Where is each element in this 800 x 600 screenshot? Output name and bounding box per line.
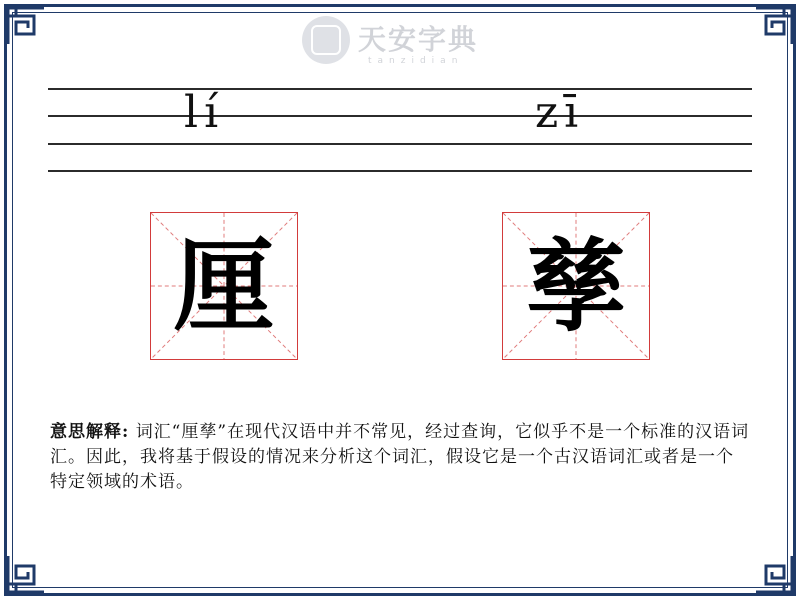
pinyin-second-syllable: zī: [535, 87, 585, 138]
watermark-title: 天安字典: [358, 23, 479, 56]
pinyin-guide-line: [48, 115, 752, 117]
pinyin-guide-line: [48, 170, 752, 172]
hanzi-character: 厘: [174, 227, 274, 345]
pinyin-guide-line: [48, 88, 752, 90]
logo-seal-icon: [302, 16, 350, 64]
hanzi-character: 孳: [526, 227, 626, 345]
corner-ornament-bottom-right: [752, 552, 796, 596]
meaning-text: 词汇“厘孳”在现代汉语中并不常见，经过查询，它似乎不是一个标准的汉语词汇。因此，我将基于假设的情况来分析这个词汇，假设它是一个古汉语词汇或者是一个特定领域的术语。: [50, 422, 750, 492]
pinyin-guide-line: [48, 143, 752, 145]
character-grid-first: [150, 212, 298, 360]
site-watermark-logo: [300, 14, 510, 70]
corner-ornament-top-right: [752, 4, 796, 48]
corner-ornament-bottom-left: [4, 552, 48, 596]
meaning-label: 意思解释:: [50, 422, 130, 442]
inner-frame: [12, 12, 788, 588]
pinyin-first-syllable: lí: [184, 87, 225, 138]
corner-ornament-top-left: [4, 4, 48, 48]
meaning-explanation: [50, 420, 750, 495]
watermark-subtitle: tanzidian: [368, 56, 464, 66]
character-grid-second: [502, 212, 650, 360]
